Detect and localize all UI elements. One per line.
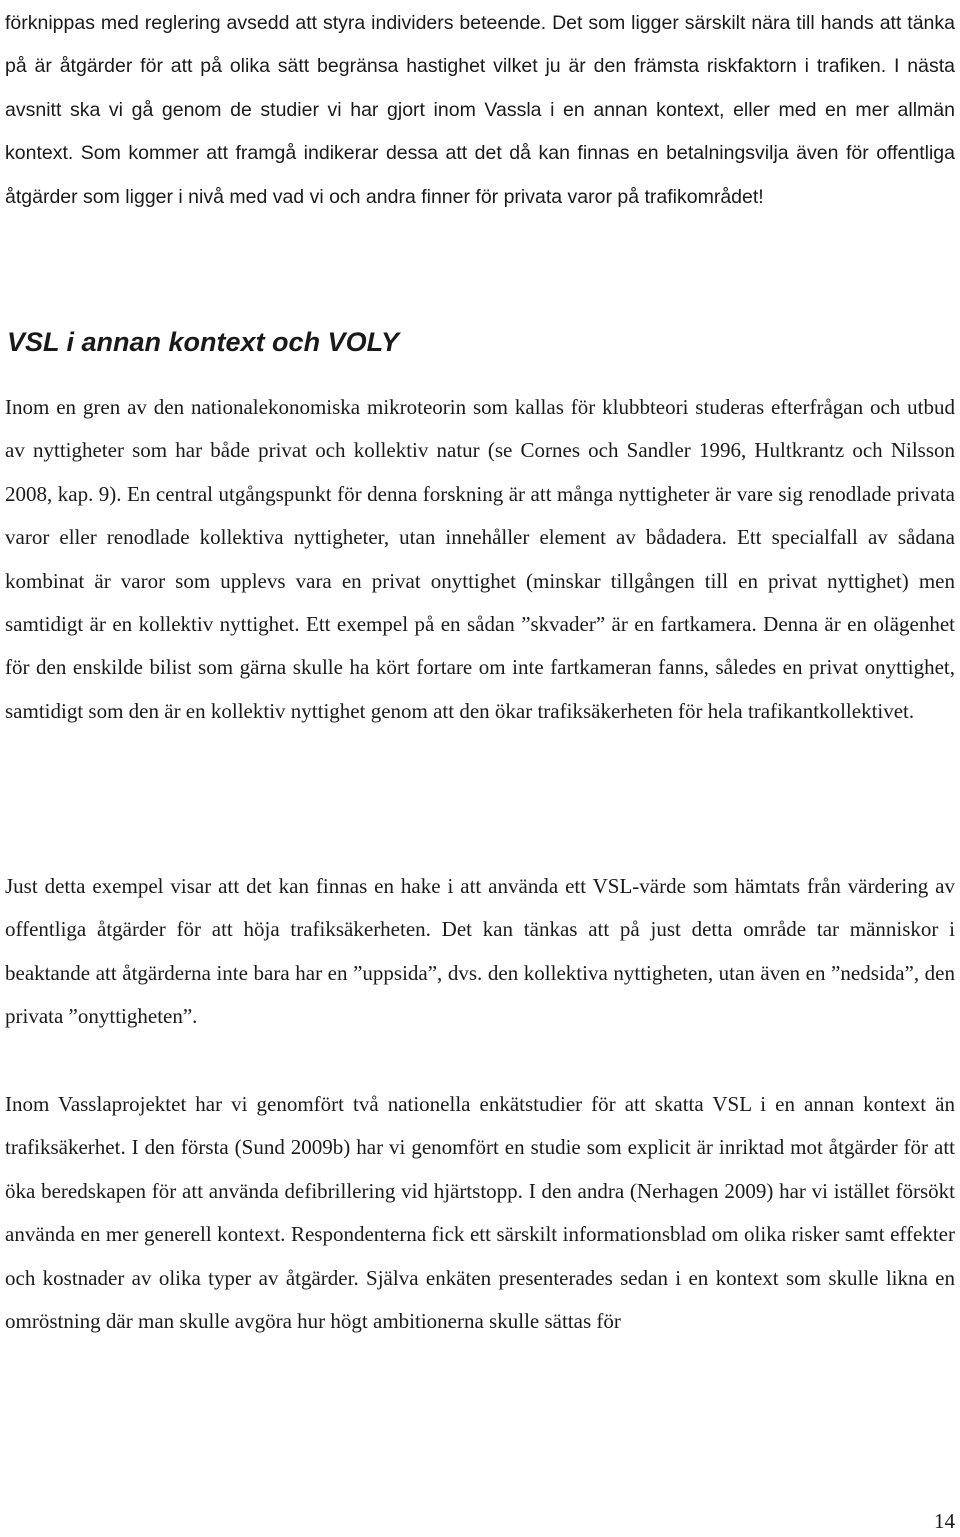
section-heading: VSL i annan kontext och VOLY: [7, 327, 400, 357]
paragraph-intro: förknippas med reglering avsedd att styra individers beteende. Det som ligger särskilt nära till hands att tänka på är åtgärder för att på olika sätt begränsa hastighet vilket ju är den främsta riskfaktorn i trafiken. I nästa avsnitt ska vi gå genom de studier vi har gjort inom Vassla i en annan kontext, eller med en mer allmän kontext. Som kommer att framgå indikerar dessa att det då kan finnas en betalningsvilja även för offentliga åtgärder som ligger i nivå med vad vi och andra finner för privata varor på trafikområdet!: [5, 12, 955, 208]
paragraph-vassla-project: Inom Vasslaprojektet har vi genomfört två nationella enkätstudier för att skatta VSL i en annan kontext än trafiksäkerhet. I den första (Sund 2009b) har vi genomfört en studie som explicit är inriktad mot åtgärder för att öka beredskapen för att använda defibrillering vid hjärtstopp. I den andra (Nerhagen 2009) har vi istället försökt använda en mer generell kontext. Respondenterna fick ett särskilt informationsblad om olika risker samt effekter och kostnader av olika typer av åtgärder. Själva enkäten presenterades sedan i en kontext som skulle likna en omröstning där man skulle avgöra hur högt ambitionerna skulle sättas för: [5, 1092, 955, 1334]
paragraph-club-theory: Inom en gren av den nationalekonomiska mikroteorin som kallas för klubbteori studeras efterfrågan och utbud av nyttigheter som har både privat och kollektiv natur (se Cornes och Sandler 1996, Hultkrantz och Nilsson 2008, kap. 9). En central utgångspunkt för denna forskning är att många nyttigheter är vare sig renodlade privata varor eller renodlade kollektiva nyttigheter, utan innehåller element av bådadera. Ett specialfall av sådana kombinat är varor som upplevs vara en privat onyttighet (minskar tillgången till en privat nyttighet) men samtidigt är en kollektiv nyttighet. Ett exempel på en sådan ”skvader” är en fartkamera. Denna är en olägenhet för den enskilde bilist som gärna skulle ha kört fortare om inte fartkameran fanns, således en privat onyttighet, samtidigt som den är en kollektiv nyttighet genom att den ökar trafiksäkerheten för hela trafikantkollektivet.: [5, 395, 955, 723]
page-number: 14: [934, 1509, 955, 1533]
paragraph-example: Just detta exempel visar att det kan finnas en hake i att använda ett VSL-värde som hämtats från värdering av offentliga åtgärder för att höja trafiksäkerheten. Det kan tänkas att på just detta område tar människor i beaktande att åtgärderna inte bara har en ”uppsida”, dvs. den kollektiva nyttigheten, utan även en ”nedsida”, den privata ”onyttigheten”.: [5, 874, 955, 1029]
